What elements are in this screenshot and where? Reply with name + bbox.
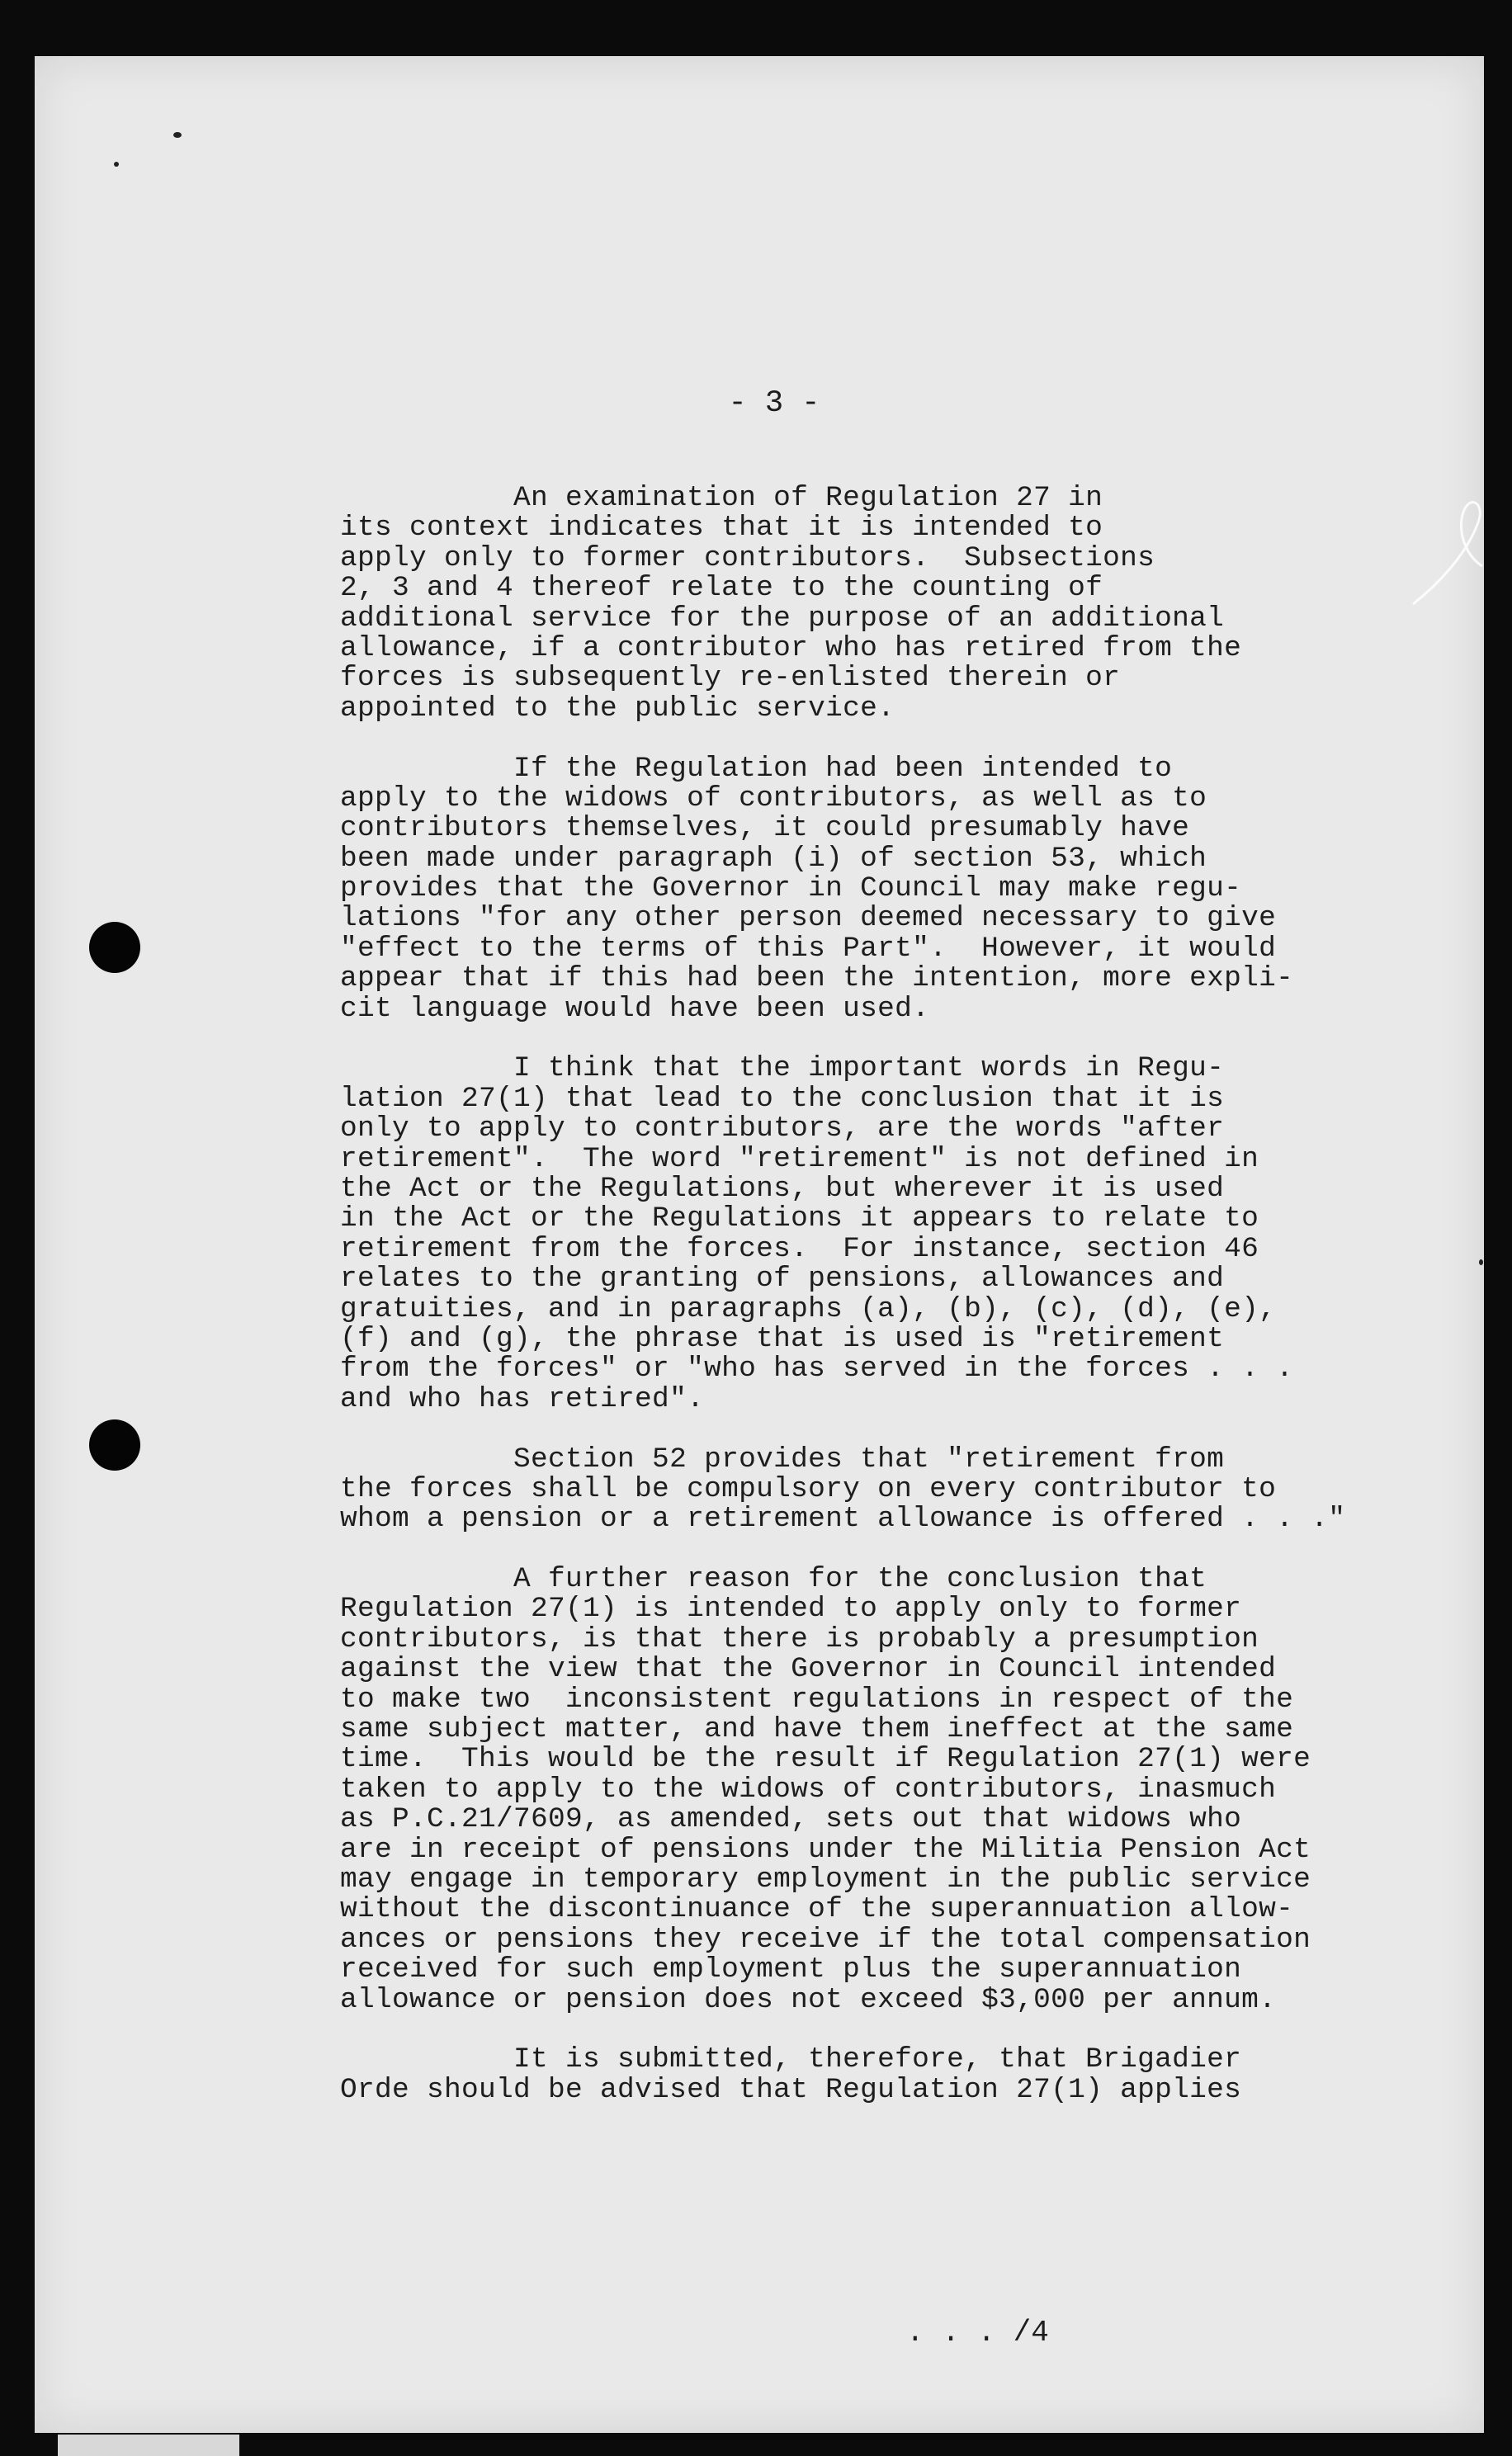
paragraph xyxy=(340,1445,1429,1535)
text-line: Regulation 27(1) is intended to apply only to former xyxy=(340,1593,1242,1626)
text-line: may engage in temporary employment in the public service xyxy=(340,1863,1311,1896)
text-line: contributors themselves, it could presumably have xyxy=(340,812,1190,845)
text-line: allowance, if a contributor who has retired from the xyxy=(340,631,1242,664)
text-line: allowance or pension does not exceed $3,000 per annum. xyxy=(340,1983,1277,2016)
text-line: (f) and (g), the phrase that is used is "retirement xyxy=(340,1322,1225,1355)
text-line: retirement". The word "retirement" is not defined in xyxy=(340,1142,1259,1175)
text-line: retirement from the forces. For instance, section 46 xyxy=(340,1232,1259,1265)
text-line: been made under paragraph (i) of section 53, which xyxy=(340,842,1207,875)
text-line: cit language would have been used. xyxy=(340,992,930,1025)
text-line: time. This would be the result if Regulation 27(1) were xyxy=(340,1743,1311,1776)
text-line: are in receipt of pensions under the Militia Pension Act xyxy=(340,1833,1311,1866)
text-line: gratuities, and in paragraphs (a), (b), (c), (d), (e), xyxy=(340,1292,1277,1325)
text-line: provides that the Governor in Council may make regu- xyxy=(340,872,1242,905)
text-line: the Act or the Regulations, but wherever it is used xyxy=(340,1172,1225,1205)
speck-mark xyxy=(1479,1259,1483,1265)
text-line: lation 27(1) that lead to the conclusion that it is xyxy=(340,1082,1225,1115)
text-line: in the Act or the Regulations it appears to relate to xyxy=(340,1202,1259,1235)
text-line: "effect to the terms of this Part". However, it would xyxy=(340,932,1277,965)
text-line: as P.C.21/7609, as amended, sets out that widows who xyxy=(340,1803,1242,1836)
text-line: It is submitted, therefore, that Brigadier xyxy=(340,2043,1242,2076)
text-line: taken to apply to the widows of contributors, inasmuch xyxy=(340,1773,1277,1806)
text-line: against the view that the Governor in Council intended xyxy=(340,1653,1277,1686)
text-line: and who has retired". xyxy=(340,1382,705,1415)
paragraph xyxy=(340,1054,1429,1415)
text-line: apply to the widows of contributors, as well as to xyxy=(340,782,1207,815)
text-line: its context indicates that it is intended to xyxy=(340,512,1103,545)
speck-mark xyxy=(114,162,119,167)
text-line: I think that the important words in Regu- xyxy=(340,1052,1225,1085)
speck-mark xyxy=(173,132,182,138)
text-line: forces is subsequently re-enlisted therein or xyxy=(340,662,1121,695)
text-line: ances or pensions they receive if the total compensation xyxy=(340,1923,1311,1956)
text-line: apply only to former contributors. Subsections xyxy=(340,541,1155,574)
text-line: lations "for any other person deemed necessary to give xyxy=(340,902,1277,935)
text-line: 2, 3 and 4 thereof relate to the counting of xyxy=(340,572,1103,605)
text-line: contributors, is that there is probably a presumption xyxy=(340,1622,1259,1655)
text-line: additional service for the purpose of an additional xyxy=(340,602,1225,635)
text-line: An examination of Regulation 27 in xyxy=(340,482,1103,514)
text-line: from the forces" or "who has served in the forces . . . xyxy=(340,1353,1294,1386)
text-line: appear that if this had been the intention, more expli- xyxy=(340,962,1294,995)
text-line: relates to the granting of pensions, allowances and xyxy=(340,1263,1225,1296)
text-line: If the Regulation had been intended to xyxy=(340,752,1173,785)
punch-hole-lower xyxy=(89,1419,140,1471)
paragraph xyxy=(340,1565,1429,2015)
continuation-marker: . . . /4 xyxy=(906,2316,1049,2350)
paper-tab xyxy=(58,2435,239,2456)
text-line: whom a pension or a retirement allowance is offered . . ." xyxy=(340,1503,1346,1536)
text-line: without the discontinuance of the superannuation allow- xyxy=(340,1893,1294,1926)
text-line: Section 52 provides that "retirement from xyxy=(340,1443,1225,1476)
text-line: received for such employment plus the superannuation xyxy=(340,1953,1242,1986)
text-line: appointed to the public service. xyxy=(340,692,895,725)
text-line: the forces shall be compulsory on every contributor to xyxy=(340,1472,1277,1505)
text-line: A further reason for the conclusion that xyxy=(340,1563,1207,1596)
paragraph xyxy=(340,484,1429,724)
paragraph xyxy=(340,754,1429,1025)
text-line: only to apply to contributors, are the words "after xyxy=(340,1112,1225,1145)
paragraph xyxy=(340,2045,1429,2105)
text-line: to make two inconsistent regulations in respect of the xyxy=(340,1683,1294,1716)
punch-hole-upper xyxy=(89,922,140,973)
page-number: - 3 - xyxy=(728,386,820,421)
document-body xyxy=(340,484,1429,2135)
text-line: same subject matter, and have them ineffect at the same xyxy=(340,1713,1294,1746)
text-line: Orde should be advised that Regulation 27(1) applies xyxy=(340,2073,1242,2106)
